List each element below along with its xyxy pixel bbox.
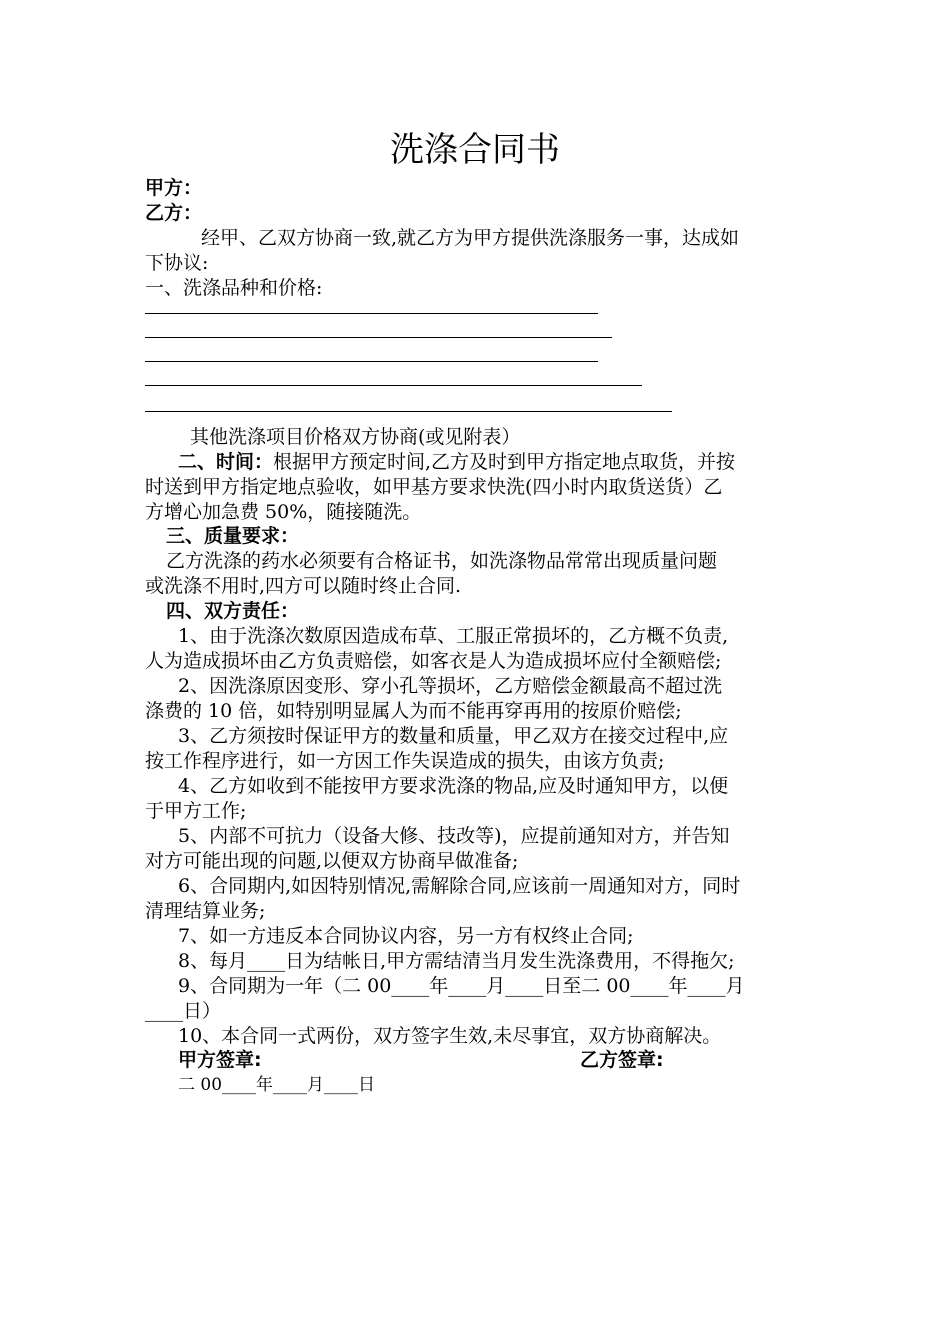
clause-5-line-2: 对方可能出现的问题,以便双方协商早做准备;	[145, 850, 519, 872]
clause-2-line-1: 2、因洗涤原因变形、穿小孔等损坏，乙方赔偿金额最高不超过洗	[178, 675, 723, 697]
clause-10: 10、本合同一式两份，双方签字生效,未尽事宜，双方协商解决。	[178, 1025, 722, 1047]
section-2-heading: 二、时间：	[178, 451, 274, 473]
section-3-heading: 三、质量要求：	[166, 525, 300, 547]
clause-1-line-1: 1、由于洗涤次数原因造成布草、工服正常损坏的，乙方概不负责,	[178, 625, 729, 647]
clause-4-line-1: 4、乙方如收到不能按甲方要求洗涤的物品,应及时通知甲方，以便	[178, 775, 729, 797]
party-a-signature-label: 甲方签章:	[178, 1049, 262, 1071]
party-b-signature-label: 乙方签章:	[580, 1049, 664, 1071]
section-4-heading: 四、双方责任：	[166, 600, 300, 622]
clause-6-line-1: 6、合同期内,如因特别情况,需解除合同,应该前一周通知对方，同时	[178, 875, 741, 897]
section-2-line-3: 方增心加急费 50%，随接随洗。	[145, 501, 422, 523]
price-blank-line	[145, 361, 598, 362]
party-a-label: 甲方：	[145, 177, 203, 199]
price-blank-line	[145, 313, 598, 314]
price-blank-line	[145, 337, 612, 338]
clause-2-line-2: 涤费的 10 倍，如特别明显属人为而不能再穿再用的按原价赔偿;	[145, 700, 682, 722]
intro-line-2: 下协议:	[145, 252, 209, 274]
clause-6-line-2: 清理结算业务;	[145, 900, 266, 922]
clause-4-line-2: 于甲方工作;	[145, 800, 247, 822]
clause-3-line-1: 3、乙方须按时保证甲方的数量和质量，甲乙双方在接交过程中,应	[178, 725, 729, 747]
clause-7: 7、如一方违反本合同协议内容，另一方有权终止合同;	[178, 925, 634, 947]
section-3-line-2: 或洗涤不用时,四方可以随时终止合同.	[145, 575, 462, 597]
clause-5-line-1: 5、内部不可抗力（设备大修、技改等)，应提前通知对方，并告知	[178, 825, 730, 847]
clause-8: 8、每月____日为结帐日,甲方需结清当月发生洗涤费用，不得拖欠;	[178, 950, 735, 972]
clause-9-line-2: ____日）	[145, 1000, 222, 1022]
price-blank-line	[145, 385, 642, 386]
clause-1-line-2: 人为造成损坏由乙方负责赔偿，如客衣是人为造成损坏应付全额赔偿;	[145, 650, 722, 672]
section-3-line-1: 乙方洗涤的药水必须要有合格证书，如洗涤物品常常出现质量问题	[166, 550, 718, 572]
document-title: 洗涤合同书	[390, 130, 560, 170]
party-b-label: 乙方：	[145, 202, 203, 224]
other-items-note: 其他洗涤项目价格双方协商(或见附表）	[190, 426, 521, 448]
clause-3-line-2: 按工作程序进行，如一方因工作失误造成的损失，由该方负责;	[145, 750, 665, 772]
section-2-line-1	[178, 450, 835, 475]
section-1-heading: 一、洗涤品种和价格:	[145, 277, 323, 299]
signature-date: 二 00____年____月____日	[178, 1075, 376, 1095]
intro-line-1: 经甲、乙双方协商一致,就乙方为甲方提供洗涤服务一事，达成如	[201, 227, 740, 249]
price-blank-line	[145, 411, 672, 412]
clause-9-line-1: 9、合同期为一年（二 00____年____月____日至二 00____年____月	[178, 975, 745, 997]
section-2-text: 根据甲方预定时间,乙方及时到甲方指定地点取货，并按	[273, 451, 736, 473]
section-2-line-2: 时送到甲方指定地点验收，如甲基方要求快洗(四小时内取货送货）乙	[145, 476, 723, 498]
